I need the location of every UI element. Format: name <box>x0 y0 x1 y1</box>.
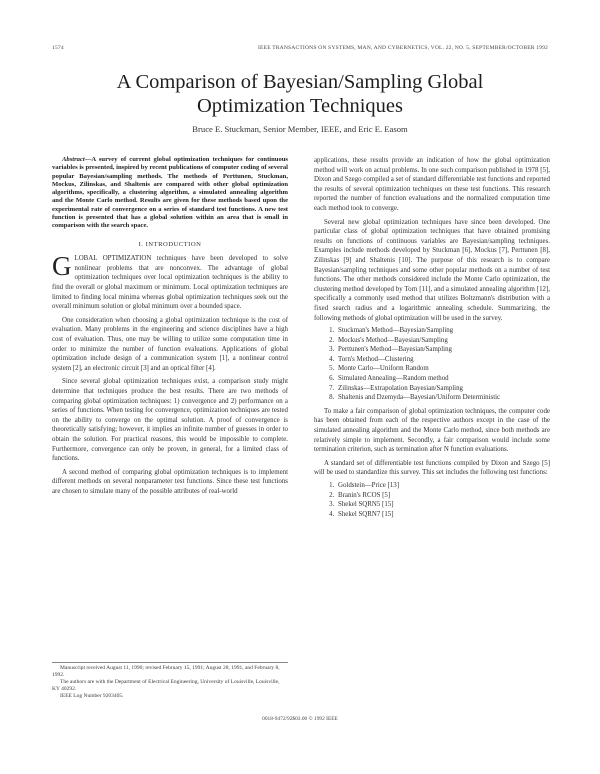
intro-paragraph-1 <box>52 251 288 312</box>
footnote <box>52 662 288 700</box>
list-item: 6. Simulated Annealing—Random method <box>336 374 550 384</box>
running-header <box>52 45 548 55</box>
intro-paragraph-3: Since several global optimization techniques exist, a comparison study might determine that techniques produce the best results. There are two methods of comparing global optimization techniques: 1) convergence and 2) performance on a series of functions. When testing for convergence, optimization techniques are tested on the ability to converge on the optimal solution. A proof of convergence is theoretically satisfying; however, it implies an infinite number of guesses in order to obtain the solution. For practical reasons, this would be impossible to complete. Furthermore, convergence can only be proven, in general, for a limited class of functions. <box>52 378 288 463</box>
abstract-lead: Abstract— <box>62 156 92 163</box>
title-line-1: A Comparison of Bayesian/Sampling Global <box>116 71 484 93</box>
footnote-affiliation: The authors are with the Department of Electrical Engineering, University of Louisville, Louisville, KY 40292. <box>52 678 280 692</box>
abstract-text: A survey of current global optimization techniques for continuous variables is presented, inspired by recent publications of computer coding of several popular Bayesian/sampling methods. The methods of Perttunen, Stuckman, Mockus, Zilinskas, and Shaltenis are compared with other global optimization algorithms, specifically, a clustering algorithm, a simulated annealing algorithm and the Monte Carlo method. Results are given for these methods based upon the experimental rate of convergence on a series of standard test functions. A new test function is presented that has a global solution within an area that is small in comparison with the search space. <box>52 156 288 230</box>
footnote-manuscript: Manuscript received August 11, 1990; revised February 15, 1991; August 28, 1991, and February 8, 1992. <box>52 665 280 678</box>
footnote-log: IEEE Log Number 9203405. <box>60 692 124 699</box>
section-heading-introduction: I. INTRODUCTION <box>138 240 202 248</box>
list-item: 2. Branin's RCOS [5] <box>336 491 550 501</box>
drop-cap: G <box>52 251 72 282</box>
list-item: 4. Torn's Method—Clustering <box>336 355 550 365</box>
right-paragraph-4: A standard set of differentiable test functions compiled by Dixon and Szego [5] will be used to standardize this survey. This set includes the following test functions: <box>314 459 550 477</box>
list-item: 4. Shekel SQRN7 [15] <box>336 510 550 520</box>
right-column <box>314 156 550 523</box>
list-item: 1. Stuckman's Method—Bayesian/Sampling <box>336 326 550 336</box>
test-functions-list <box>314 481 550 519</box>
abstract <box>52 156 288 231</box>
page-number: 1574 <box>52 45 64 51</box>
list-item: 3. Perttunen's Method—Bayesian/Sampling <box>336 345 550 355</box>
copyright-line: 0018-9472/92$03.00 © 1992 IEEE <box>262 716 338 722</box>
intro-paragraph-1-text: LOBAL OPTIMIZATION techniques have been developed to solve nonlinear problems that are nonconvex. The advantage of global optimization techniques over local optimization techniques is the ability to find the overall or global maximum or minimum. Local optimization techniques are limited to finding local minima whereas global optimization techniques seek out the overall minimum solution or global minimum over a bounded space. <box>52 255 288 311</box>
title-line-2: Optimization Techniques <box>197 95 403 117</box>
methods-list <box>314 326 550 403</box>
left-column <box>52 156 288 497</box>
list-item: 8. Shaltenis and Dzemyda—Bayesian/Uniform Deterministic <box>336 393 550 403</box>
paper-title <box>40 70 560 118</box>
list-item: 7. Zilinskas—Extrapolation Bayesian/Sampling <box>336 384 550 394</box>
list-item: 2. Mockus's Method—Bayesian/Sampling <box>336 336 550 346</box>
list-item: 3. Shekel SQRN5 [15] <box>336 500 550 510</box>
right-paragraph-1: applications, these results provide an indication of how the global optimization method will work on actual problems. In one such comparison published in 1978 [5], Dixon and Szego compiled a set of standard differentiable test functions and reported the results of several optimization techniques on these test functions. This research reported the number of function evaluations and the normalized computation time each method took to converge. <box>314 157 550 212</box>
right-paragraph-3: To make a fair comparison of global optimization techniques, the computer code has been obtained from each of the respective authors except in the case of the simulated annealing algorithm and the Monte Carlo method, since both methods are relatively simple to implement. Secondly, a fair comparison would include some termination criterion, such as termination after N function evaluations. <box>314 407 550 454</box>
list-item: 1. Goldstein—Price [13] <box>336 481 550 491</box>
list-item: 5. Monte Carlo—Uniform Random <box>336 364 550 374</box>
intro-paragraph-2: One consideration when choosing a global optimization technique is the cost of evaluation. Many problems in the engineering and science disciplines have a high cost of evaluation. Thus, one may be willing to utilize some computation time in order to minimize the number of function evaluations. Applications of global optimization include design of a communication system [1], a nonlinear control system [2], an electronic circuit [3] and an optical filter [4]. <box>52 316 288 372</box>
intro-paragraph-4: A second method of comparing global optimization techniques is to implement different methods on several nonparameter test functions. Since these test functions are chosen to simulate many of the possible attributes of real-world <box>52 468 288 495</box>
right-paragraph-2: Several new global optimization techniques have since been developed. One particular class of global optimization techniques that have obtained promising results on functions of continuous variables are Bayesian/sampling techniques. Examples include methods developed by Stuckman [6], Mockus [7], Perttunen [8], Zilinskas [9] and Shaltenis [10]. The purpose of this research is to compare Bayesian/sampling techniques and some other popular methods on a number of test functions. The other methods considered include the Monte Carlo optimization, the clustering method developed by Torn [11], and a simulated annealing algorithm [12], specifically a commonly used method that utilizes Boltzmann's distribution with a fixed search radius and a logarithmic annealing schedule. Summarizing, the following methods of global optimization will be used in the survey. <box>314 218 550 322</box>
journal-header: IEEE TRANSACTIONS ON SYSTEMS, MAN, AND CYBERNETICS, VOL. 22, NO. 5, SEPTEMBER/OCTOBER 1992 <box>258 45 548 51</box>
authors: Bruce E. Stuckman, Senior Member, IEEE, and Eric E. Easom <box>192 124 408 134</box>
